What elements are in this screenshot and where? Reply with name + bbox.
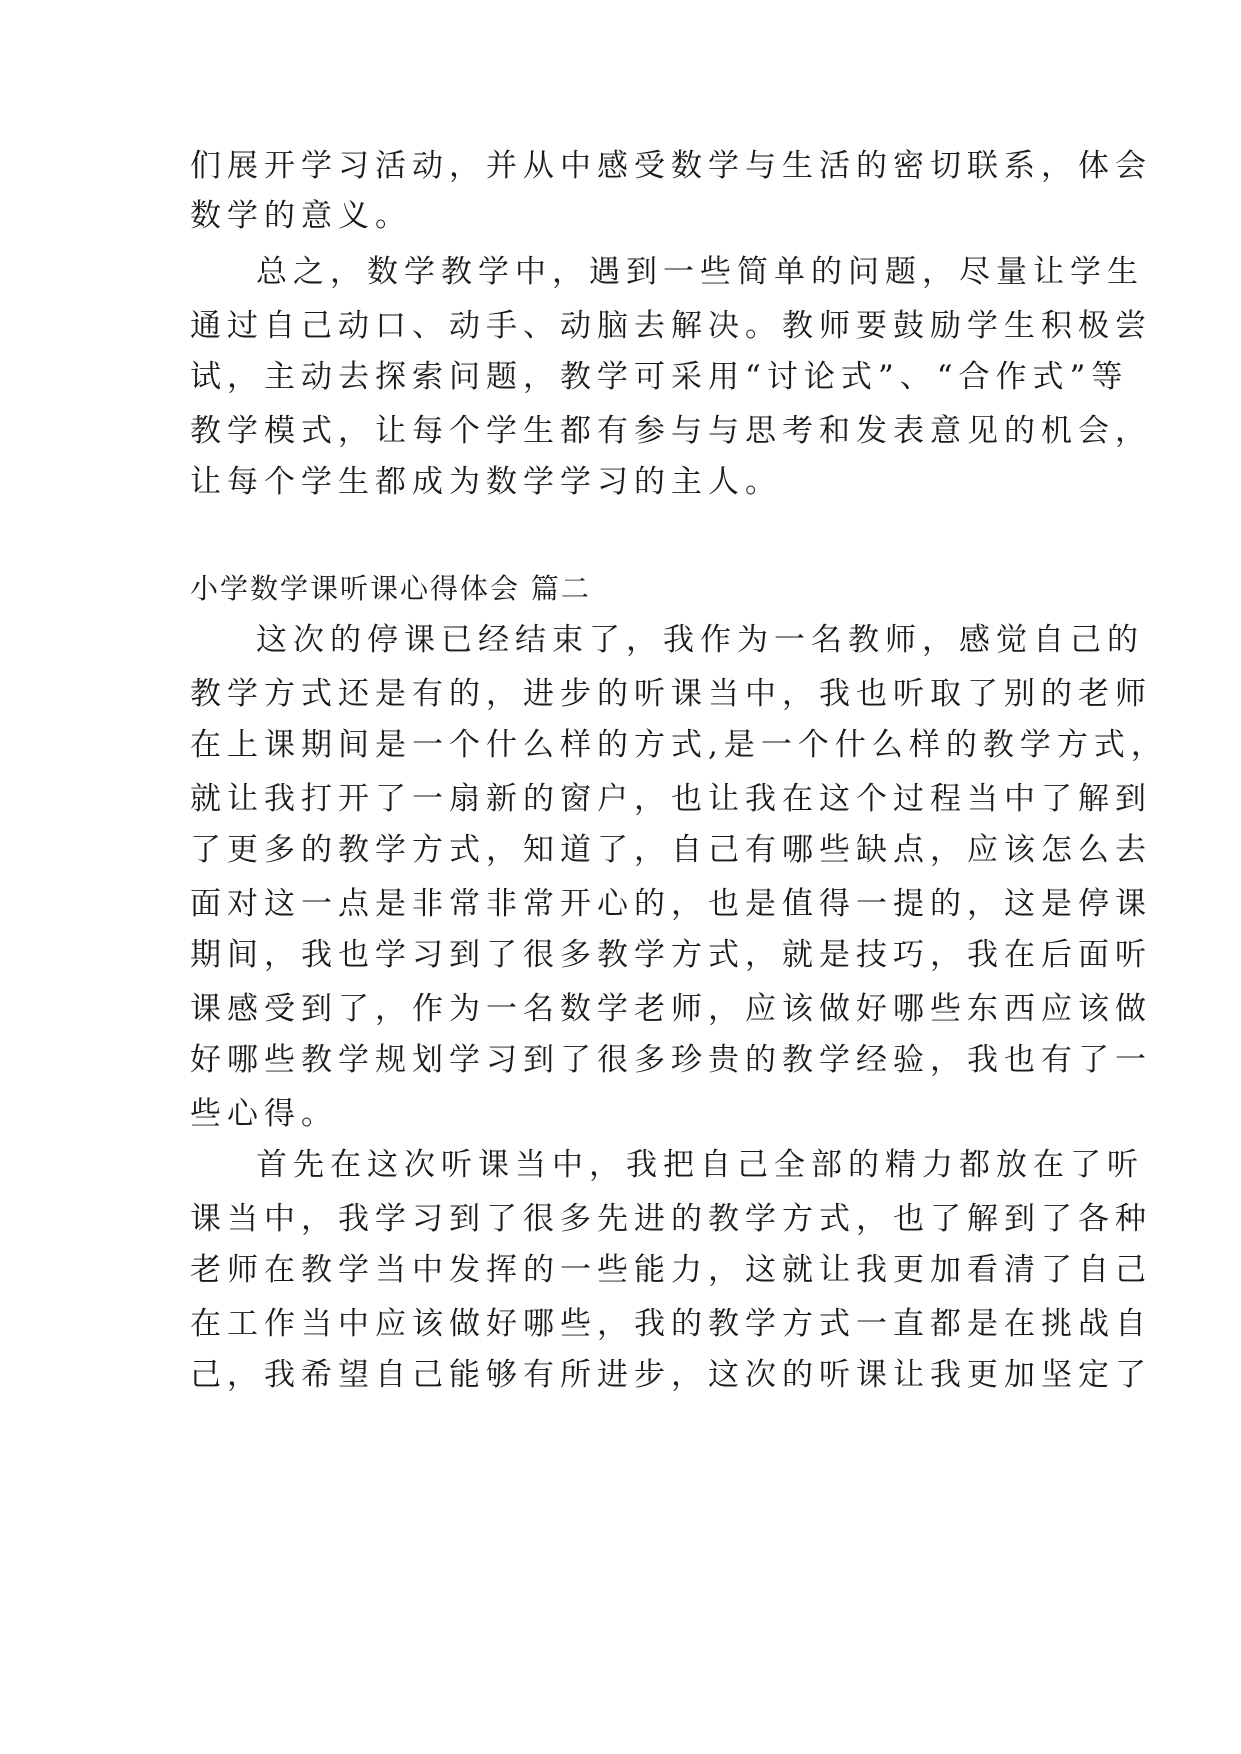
text-line: 期间，我也学习到了很多教学方式，就是技巧，我在后面听 (190, 937, 1152, 973)
text-line: 教学方式还是有的，进步的听课当中，我也听取了别的老师 (190, 676, 1152, 712)
text-line: 在工作当中应该做好哪些，我的教学方式一直都是在挑战自 (190, 1306, 1152, 1342)
text-line: 己，我希望自己能够有所进步，这次的听课让我更加坚定了 (190, 1357, 1152, 1393)
text-line: 在上课期间是一个什么样的方式,是一个什么样的教学方式， (190, 727, 1168, 763)
text-line: 老师在教学当中发挥的一些能力，这就让我更加看清了自己 (190, 1252, 1152, 1288)
text-line: 试，主动去探索问题，教学可采用“讨论式”、“合作式”等 (190, 359, 1129, 395)
text-line: 们展开学习活动，并从中感受数学与生活的密切联系，体会 (190, 148, 1152, 184)
text-line: 教学模式，让每个学生都有参与与思考和发表意见的机会， (190, 413, 1152, 449)
text-line: 课当中，我学习到了很多先进的教学方式，也了解到了各种 (190, 1201, 1152, 1237)
paragraph-first-line: 这次的停课已经结束了，我作为一名教师，感觉自己的 (256, 622, 1144, 658)
text-line: 就让我打开了一扇新的窗户，也让我在这个过程当中了解到 (190, 781, 1152, 817)
text-line: 数学的意义。 (190, 198, 412, 234)
paragraph-first-line: 首先在这次听课当中，我把自己全部的精力都放在了听 (256, 1147, 1144, 1183)
section-title: 小学数学课听课心得体会 篇二 (190, 572, 591, 605)
text-line: 课感受到了，作为一名数学老师，应该做好哪些东西应该做 (190, 991, 1152, 1027)
text-line: 通过自己动口、动手、动脑去解决。教师要鼓励学生积极尝 (190, 308, 1152, 344)
text-line: 了更多的教学方式，知道了，自己有哪些缺点，应该怎么去 (190, 832, 1152, 868)
text-line: 好哪些教学规划学习到了很多珍贵的教学经验，我也有了一 (190, 1042, 1152, 1078)
paragraph-first-line: 总之，数学教学中，遇到一些简单的问题，尽量让学生 (256, 254, 1144, 290)
text-line: 让每个学生都成为数学学习的主人。 (190, 464, 782, 500)
text-line: 面对这一点是非常非常开心的，也是值得一提的，这是停课 (190, 886, 1152, 922)
text-line: 些心得。 (190, 1096, 338, 1132)
